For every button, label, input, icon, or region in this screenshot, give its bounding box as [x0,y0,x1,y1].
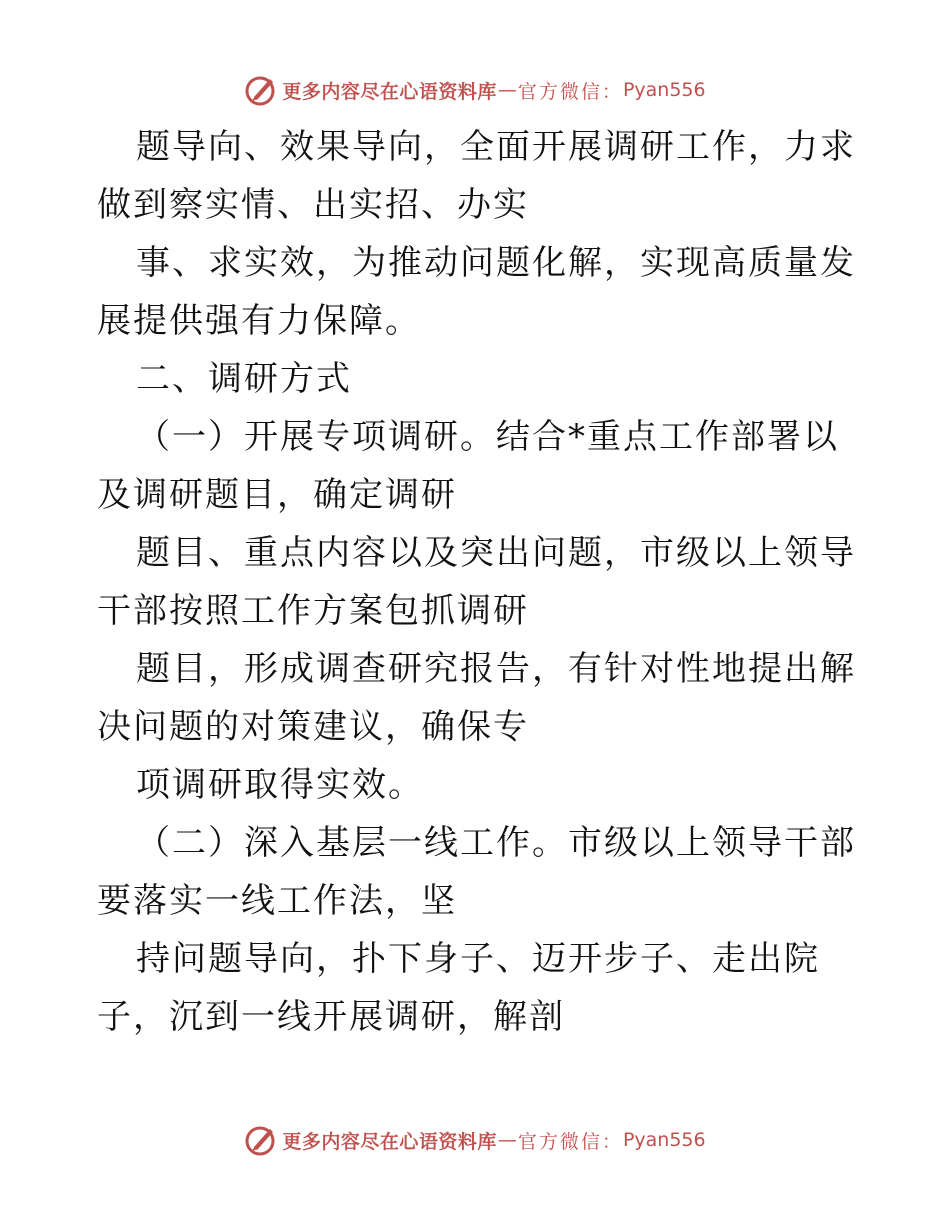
banner-dash: — [497,1129,517,1151]
paragraph: 题目、重点内容以及突出问题，市级以上领导干部按照工作方案包抓调研 [97,533,856,631]
header-banner [0,70,950,110]
quill-pen-seal-icon [244,73,278,107]
paragraph: 事、求实效，为推动问题化解，实现高质量发展提供强有力保障。 [97,243,856,341]
paragraph: 项调研取得实效。 [136,765,424,805]
document-body [97,118,857,1046]
banner-dash: — [497,79,517,101]
paragraph: （一）开展专项调研。结合*重点工作部署以及调研题目，确定调研 [97,417,839,515]
quill-pen-seal-icon [244,1123,278,1157]
banner-brand: 更多内容尽在心语资料库 [282,1130,497,1153]
banner-wechat-label: 官方微信： [517,80,623,103]
paragraph: 题目，形成调查研究报告，有针对性地提出解决问题的对策建议，确保专 [97,649,856,747]
footer-banner [0,1120,950,1160]
paragraph: 题导向、效果导向，全面开展调研工作，力求做到察实情、出实招、办实 [97,127,856,225]
paragraph: （二）深入基层一线工作。市级以上领导干部要落实一线工作法，坚 [97,823,856,921]
section-heading: 二、调研方式 [136,359,352,399]
banner-wechat-id: Pyan556 [622,79,706,101]
paragraph: 持问题导向，扑下身子、迈开步子、走出院子，沉到一线开展调研，解剖 [97,939,820,1037]
banner-wechat-label: 官方微信： [517,1130,623,1153]
banner-brand: 更多内容尽在心语资料库 [282,80,497,103]
banner-wechat-id: Pyan556 [622,1129,706,1151]
